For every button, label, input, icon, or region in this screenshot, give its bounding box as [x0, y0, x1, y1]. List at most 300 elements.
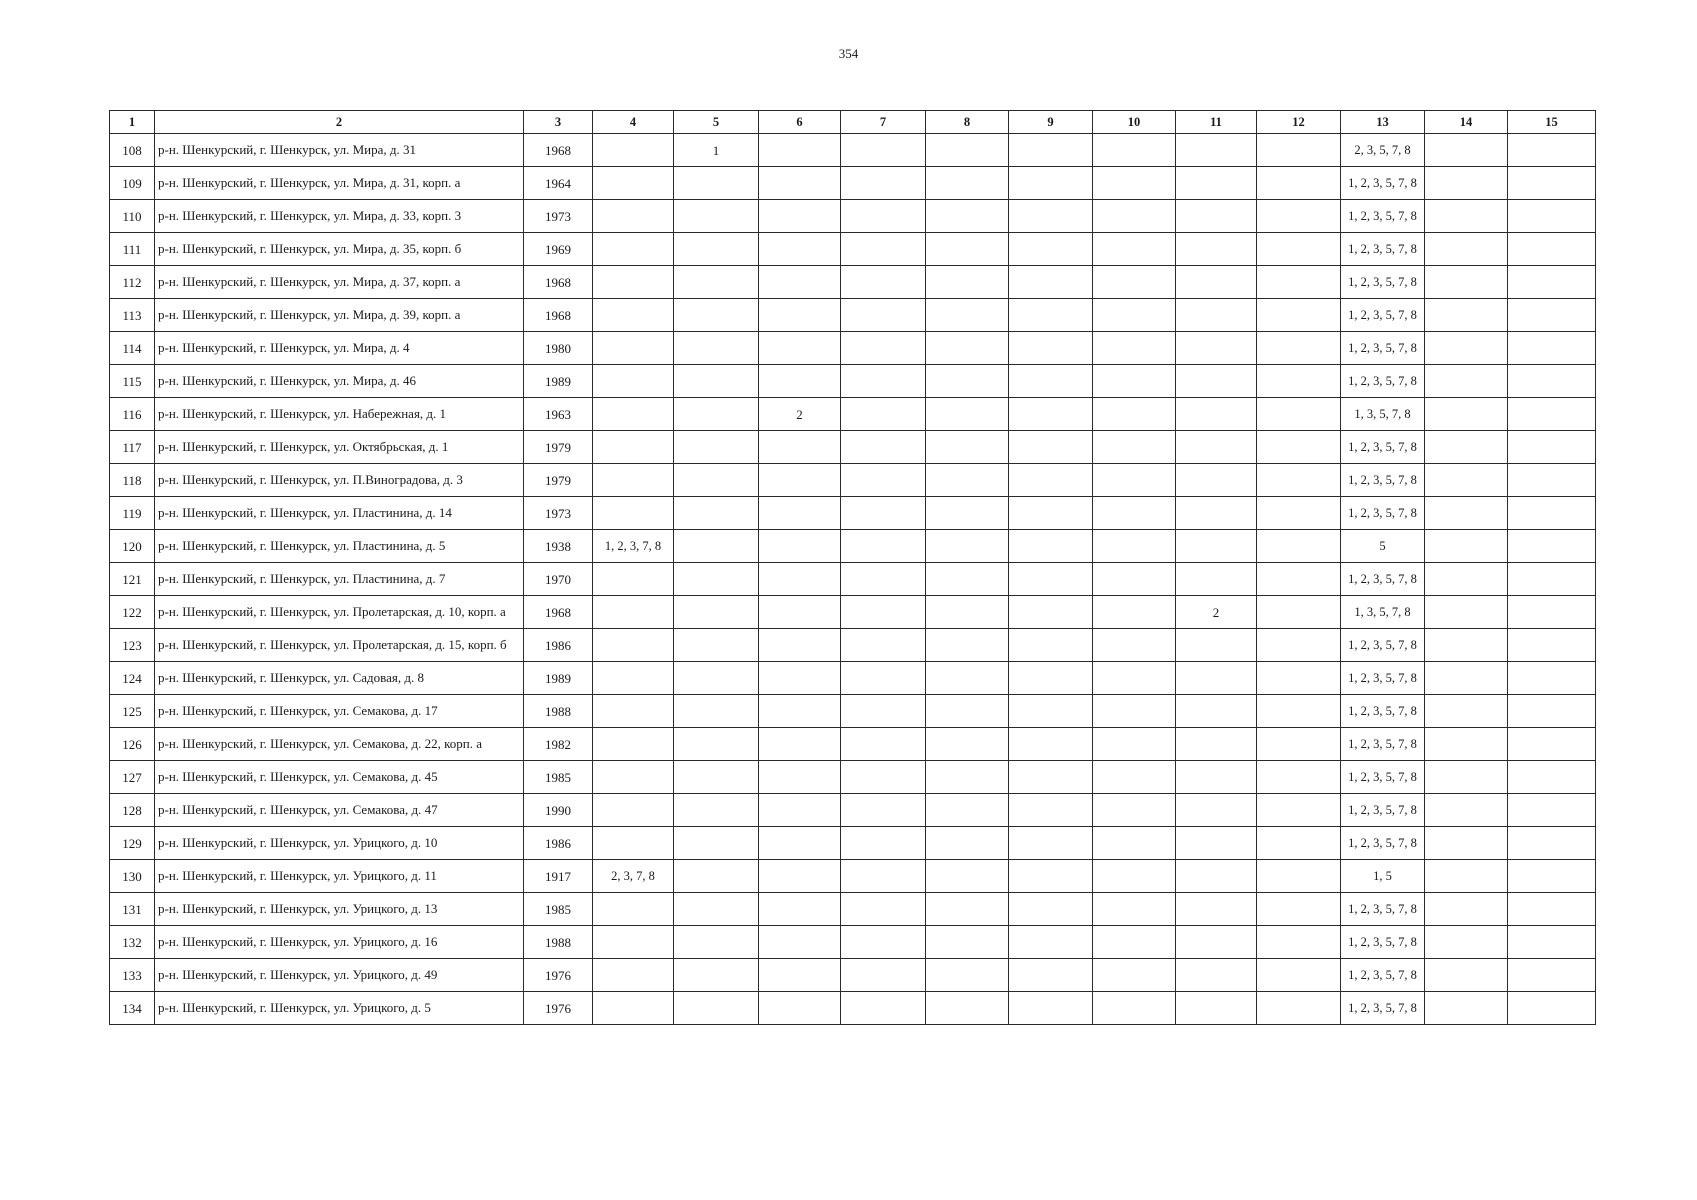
col-14-cell: [1425, 695, 1508, 728]
col-8-cell: [926, 893, 1009, 926]
year-cell: 1973: [524, 200, 593, 233]
col-7-cell: [841, 464, 926, 497]
column-header: 2: [155, 111, 524, 134]
col-5-cell: [674, 332, 759, 365]
col-12-cell: [1257, 761, 1341, 794]
col-5-cell: [674, 431, 759, 464]
col-4-cell: 2, 3, 7, 8: [593, 860, 674, 893]
year-cell: 1982: [524, 728, 593, 761]
table-row: [110, 893, 1596, 926]
col-6-cell: [759, 497, 841, 530]
col-11-cell: [1176, 431, 1257, 464]
col-4-cell: [593, 200, 674, 233]
col-4-cell: [593, 266, 674, 299]
codes-cell: 1, 2, 3, 5, 7, 8: [1341, 464, 1425, 497]
row-number-cell: 132: [110, 926, 155, 959]
codes-cell: 1, 2, 3, 5, 7, 8: [1341, 365, 1425, 398]
year-cell: 1986: [524, 629, 593, 662]
row-number-cell: 122: [110, 596, 155, 629]
col-4-cell: [593, 233, 674, 266]
table-row: [110, 332, 1596, 365]
col-15-cell: [1508, 530, 1596, 563]
col-7-cell: [841, 695, 926, 728]
col-12-cell: [1257, 134, 1341, 167]
col-15-cell: [1508, 827, 1596, 860]
col-5-cell: [674, 398, 759, 431]
col-5-cell: [674, 464, 759, 497]
col-11-cell: [1176, 728, 1257, 761]
address-cell: р-н. Шенкурский, г. Шенкурск, ул. Семакова, д. 45: [155, 761, 524, 794]
col-12-cell: [1257, 200, 1341, 233]
table-row: [110, 596, 1596, 629]
col-12-cell: [1257, 893, 1341, 926]
row-number-cell: 128: [110, 794, 155, 827]
col-9-cell: [1009, 134, 1093, 167]
col-11-cell: [1176, 332, 1257, 365]
col-8-cell: [926, 398, 1009, 431]
column-header: 12: [1257, 111, 1341, 134]
table-row: [110, 497, 1596, 530]
year-cell: 1968: [524, 596, 593, 629]
col-9-cell: [1009, 398, 1093, 431]
col-6-cell: [759, 200, 841, 233]
col-5-cell: [674, 299, 759, 332]
codes-cell: 1, 2, 3, 5, 7, 8: [1341, 893, 1425, 926]
table-row: [110, 959, 1596, 992]
col-8-cell: [926, 464, 1009, 497]
col-11-cell: [1176, 365, 1257, 398]
year-cell: 1968: [524, 134, 593, 167]
address-cell: р-н. Шенкурский, г. Шенкурск, ул. П.Виноградова, д. 3: [155, 464, 524, 497]
year-cell: 1968: [524, 299, 593, 332]
year-cell: 1976: [524, 992, 593, 1025]
col-4-cell: [593, 662, 674, 695]
col-7-cell: [841, 431, 926, 464]
col-8-cell: [926, 926, 1009, 959]
col-6-cell: [759, 959, 841, 992]
table-row: [110, 662, 1596, 695]
col-5-cell: [674, 596, 759, 629]
address-cell: р-н. Шенкурский, г. Шенкурск, ул. Пролетарская, д. 15, корп. б: [155, 629, 524, 662]
col-9-cell: [1009, 596, 1093, 629]
col-8-cell: [926, 959, 1009, 992]
address-cell: р-н. Шенкурский, г. Шенкурск, ул. Семакова, д. 17: [155, 695, 524, 728]
column-header: 7: [841, 111, 926, 134]
col-12-cell: [1257, 959, 1341, 992]
col-14-cell: [1425, 728, 1508, 761]
col-8-cell: [926, 563, 1009, 596]
address-cell: р-н. Шенкурский, г. Шенкурск, ул. Мира, д. 35, корп. б: [155, 233, 524, 266]
col-12-cell: [1257, 398, 1341, 431]
codes-cell: 2, 3, 5, 7, 8: [1341, 134, 1425, 167]
address-cell: р-н. Шенкурский, г. Шенкурск, ул. Мира, д. 39, корп. а: [155, 299, 524, 332]
address-cell: р-н. Шенкурский, г. Шенкурск, ул. Октябрьская, д. 1: [155, 431, 524, 464]
col-6-cell: [759, 464, 841, 497]
col-9-cell: [1009, 299, 1093, 332]
year-cell: 1970: [524, 563, 593, 596]
codes-cell: 1, 2, 3, 5, 7, 8: [1341, 332, 1425, 365]
row-number-cell: 116: [110, 398, 155, 431]
table-row: [110, 926, 1596, 959]
address-cell: р-н. Шенкурский, г. Шенкурск, ул. Урицкого, д. 11: [155, 860, 524, 893]
year-cell: 1976: [524, 959, 593, 992]
col-4-cell: [593, 827, 674, 860]
col-7-cell: [841, 926, 926, 959]
col-8-cell: [926, 761, 1009, 794]
col-6-cell: [759, 563, 841, 596]
row-number-cell: 123: [110, 629, 155, 662]
col-6-cell: [759, 596, 841, 629]
row-number-cell: 120: [110, 530, 155, 563]
col-15-cell: [1508, 299, 1596, 332]
col-10-cell: [1093, 365, 1176, 398]
column-header: 13: [1341, 111, 1425, 134]
row-number-cell: 125: [110, 695, 155, 728]
col-4-cell: 1, 2, 3, 7, 8: [593, 530, 674, 563]
address-cell: р-н. Шенкурский, г. Шенкурск, ул. Мира, д. 31, корп. а: [155, 167, 524, 200]
col-10-cell: [1093, 563, 1176, 596]
column-header: 6: [759, 111, 841, 134]
col-12-cell: [1257, 167, 1341, 200]
col-15-cell: [1508, 167, 1596, 200]
col-8-cell: [926, 134, 1009, 167]
row-number-cell: 108: [110, 134, 155, 167]
year-cell: 1964: [524, 167, 593, 200]
col-5-cell: [674, 728, 759, 761]
col-5-cell: [674, 761, 759, 794]
address-cell: р-н. Шенкурский, г. Шенкурск, ул. Набережная, д. 1: [155, 398, 524, 431]
address-cell: р-н. Шенкурский, г. Шенкурск, ул. Мира, д. 4: [155, 332, 524, 365]
col-12-cell: [1257, 728, 1341, 761]
col-9-cell: [1009, 728, 1093, 761]
codes-cell: 1, 5: [1341, 860, 1425, 893]
col-8-cell: [926, 431, 1009, 464]
col-8-cell: [926, 497, 1009, 530]
col-4-cell: [593, 134, 674, 167]
col-10-cell: [1093, 695, 1176, 728]
col-10-cell: [1093, 134, 1176, 167]
col-4-cell: [593, 299, 674, 332]
col-15-cell: [1508, 431, 1596, 464]
codes-cell: 1, 2, 3, 5, 7, 8: [1341, 200, 1425, 233]
address-cell: р-н. Шенкурский, г. Шенкурск, ул. Пластинина, д. 14: [155, 497, 524, 530]
table-row: [110, 134, 1596, 167]
col-10-cell: [1093, 761, 1176, 794]
col-9-cell: [1009, 332, 1093, 365]
year-cell: 1986: [524, 827, 593, 860]
col-8-cell: [926, 860, 1009, 893]
year-cell: 1917: [524, 860, 593, 893]
table-row: [110, 728, 1596, 761]
col-7-cell: [841, 266, 926, 299]
codes-cell: 1, 2, 3, 5, 7, 8: [1341, 167, 1425, 200]
col-6-cell: [759, 860, 841, 893]
col-6-cell: [759, 134, 841, 167]
col-4-cell: [593, 761, 674, 794]
column-header: 9: [1009, 111, 1093, 134]
col-15-cell: [1508, 695, 1596, 728]
col-4-cell: [593, 497, 674, 530]
col-6-cell: [759, 926, 841, 959]
col-5-cell: [674, 629, 759, 662]
col-10-cell: [1093, 992, 1176, 1025]
col-4-cell: [593, 926, 674, 959]
col-11-cell: [1176, 893, 1257, 926]
col-12-cell: [1257, 365, 1341, 398]
col-6-cell: [759, 893, 841, 926]
col-9-cell: [1009, 761, 1093, 794]
col-11-cell: [1176, 629, 1257, 662]
col-6-cell: [759, 266, 841, 299]
year-cell: 1980: [524, 332, 593, 365]
col-8-cell: [926, 167, 1009, 200]
col-14-cell: [1425, 761, 1508, 794]
col-14-cell: [1425, 794, 1508, 827]
col-11-cell: [1176, 497, 1257, 530]
row-number-cell: 129: [110, 827, 155, 860]
col-10-cell: [1093, 398, 1176, 431]
col-7-cell: [841, 728, 926, 761]
year-cell: 1988: [524, 926, 593, 959]
col-4-cell: [593, 695, 674, 728]
col-10-cell: [1093, 167, 1176, 200]
codes-cell: 1, 2, 3, 5, 7, 8: [1341, 992, 1425, 1025]
column-header: 5: [674, 111, 759, 134]
row-number-cell: 119: [110, 497, 155, 530]
col-4-cell: [593, 563, 674, 596]
col-6-cell: [759, 233, 841, 266]
col-10-cell: [1093, 530, 1176, 563]
year-cell: 1963: [524, 398, 593, 431]
col-7-cell: [841, 761, 926, 794]
col-5-cell: [674, 959, 759, 992]
col-14-cell: [1425, 332, 1508, 365]
col-4-cell: [593, 365, 674, 398]
codes-cell: 1, 2, 3, 5, 7, 8: [1341, 662, 1425, 695]
col-6-cell: [759, 662, 841, 695]
table-body: [110, 134, 1596, 1025]
col-11-cell: [1176, 860, 1257, 893]
codes-cell: 1, 2, 3, 5, 7, 8: [1341, 794, 1425, 827]
col-9-cell: [1009, 695, 1093, 728]
col-10-cell: [1093, 629, 1176, 662]
col-4-cell: [593, 167, 674, 200]
col-11-cell: [1176, 761, 1257, 794]
col-5-cell: [674, 200, 759, 233]
col-12-cell: [1257, 431, 1341, 464]
col-11-cell: [1176, 134, 1257, 167]
table-row: [110, 233, 1596, 266]
col-10-cell: [1093, 200, 1176, 233]
col-15-cell: [1508, 563, 1596, 596]
col-15-cell: [1508, 629, 1596, 662]
col-11-cell: [1176, 695, 1257, 728]
row-number-cell: 121: [110, 563, 155, 596]
col-12-cell: [1257, 299, 1341, 332]
col-14-cell: [1425, 365, 1508, 398]
col-6-cell: [759, 365, 841, 398]
col-15-cell: [1508, 662, 1596, 695]
col-10-cell: [1093, 794, 1176, 827]
codes-cell: 1, 2, 3, 5, 7, 8: [1341, 959, 1425, 992]
col-7-cell: [841, 167, 926, 200]
col-14-cell: [1425, 992, 1508, 1025]
col-7-cell: [841, 134, 926, 167]
table-row: [110, 266, 1596, 299]
column-header: 15: [1508, 111, 1596, 134]
col-7-cell: [841, 893, 926, 926]
column-header: 4: [593, 111, 674, 134]
row-number-cell: 130: [110, 860, 155, 893]
col-15-cell: [1508, 596, 1596, 629]
col-7-cell: [841, 860, 926, 893]
row-number-cell: 126: [110, 728, 155, 761]
col-4-cell: [593, 794, 674, 827]
col-15-cell: [1508, 728, 1596, 761]
row-number-cell: 112: [110, 266, 155, 299]
col-5-cell: [674, 695, 759, 728]
col-9-cell: [1009, 497, 1093, 530]
col-10-cell: [1093, 959, 1176, 992]
col-7-cell: [841, 365, 926, 398]
col-14-cell: [1425, 200, 1508, 233]
col-4-cell: [593, 431, 674, 464]
col-5-cell: [674, 365, 759, 398]
col-9-cell: [1009, 167, 1093, 200]
col-15-cell: [1508, 266, 1596, 299]
col-7-cell: [841, 596, 926, 629]
col-5-cell: [674, 860, 759, 893]
col-14-cell: [1425, 167, 1508, 200]
column-header: 3: [524, 111, 593, 134]
col-9-cell: [1009, 893, 1093, 926]
col-14-cell: [1425, 629, 1508, 662]
col-15-cell: [1508, 200, 1596, 233]
col-15-cell: [1508, 497, 1596, 530]
page-number: 354: [838, 46, 859, 61]
col-8-cell: [926, 827, 1009, 860]
col-11-cell: 2: [1176, 596, 1257, 629]
col-15-cell: [1508, 761, 1596, 794]
col-14-cell: [1425, 398, 1508, 431]
col-10-cell: [1093, 299, 1176, 332]
row-number-cell: 111: [110, 233, 155, 266]
row-number-cell: 110: [110, 200, 155, 233]
col-7-cell: [841, 332, 926, 365]
col-4-cell: [593, 596, 674, 629]
table-row: [110, 761, 1596, 794]
col-11-cell: [1176, 233, 1257, 266]
address-cell: р-н. Шенкурский, г. Шенкурск, ул. Мира, д. 33, корп. 3: [155, 200, 524, 233]
col-14-cell: [1425, 959, 1508, 992]
table-row: [110, 464, 1596, 497]
col-7-cell: [841, 992, 926, 1025]
col-9-cell: [1009, 926, 1093, 959]
col-7-cell: [841, 563, 926, 596]
table-row: [110, 299, 1596, 332]
col-6-cell: [759, 728, 841, 761]
col-15-cell: [1508, 233, 1596, 266]
table-row: [110, 200, 1596, 233]
col-9-cell: [1009, 266, 1093, 299]
col-7-cell: [841, 662, 926, 695]
codes-cell: 1, 2, 3, 5, 7, 8: [1341, 695, 1425, 728]
codes-cell: 1, 2, 3, 5, 7, 8: [1341, 233, 1425, 266]
codes-cell: 1, 2, 3, 5, 7, 8: [1341, 431, 1425, 464]
col-5-cell: [674, 794, 759, 827]
col-12-cell: [1257, 794, 1341, 827]
address-cell: р-н. Шенкурский, г. Шенкурск, ул. Пластинина, д. 7: [155, 563, 524, 596]
col-12-cell: [1257, 596, 1341, 629]
col-6-cell: [759, 827, 841, 860]
col-8-cell: [926, 266, 1009, 299]
col-14-cell: [1425, 530, 1508, 563]
table-row: [110, 794, 1596, 827]
year-cell: 1988: [524, 695, 593, 728]
col-14-cell: [1425, 233, 1508, 266]
codes-cell: 1, 2, 3, 5, 7, 8: [1341, 827, 1425, 860]
col-9-cell: [1009, 530, 1093, 563]
column-header: 11: [1176, 111, 1257, 134]
col-9-cell: [1009, 827, 1093, 860]
col-10-cell: [1093, 827, 1176, 860]
table-row: [110, 860, 1596, 893]
col-9-cell: [1009, 860, 1093, 893]
col-5-cell: [674, 926, 759, 959]
col-9-cell: [1009, 959, 1093, 992]
col-6-cell: [759, 299, 841, 332]
row-number-cell: 124: [110, 662, 155, 695]
col-12-cell: [1257, 464, 1341, 497]
col-9-cell: [1009, 662, 1093, 695]
col-15-cell: [1508, 860, 1596, 893]
col-14-cell: [1425, 893, 1508, 926]
col-8-cell: [926, 992, 1009, 1025]
table-row: [110, 398, 1596, 431]
col-5-cell: [674, 266, 759, 299]
col-14-cell: [1425, 134, 1508, 167]
row-number-cell: 134: [110, 992, 155, 1025]
col-10-cell: [1093, 497, 1176, 530]
year-cell: 1990: [524, 794, 593, 827]
col-9-cell: [1009, 794, 1093, 827]
table-row: [110, 365, 1596, 398]
row-number-cell: 114: [110, 332, 155, 365]
table-row: [110, 827, 1596, 860]
col-11-cell: [1176, 992, 1257, 1025]
col-5-cell: [674, 563, 759, 596]
col-15-cell: [1508, 365, 1596, 398]
housing-register-table: [109, 110, 1596, 1025]
col-8-cell: [926, 332, 1009, 365]
column-number-row: [110, 111, 1596, 134]
col-7-cell: [841, 629, 926, 662]
col-10-cell: [1093, 464, 1176, 497]
row-number-cell: 131: [110, 893, 155, 926]
col-14-cell: [1425, 596, 1508, 629]
col-8-cell: [926, 728, 1009, 761]
col-12-cell: [1257, 860, 1341, 893]
col-5-cell: [674, 827, 759, 860]
col-12-cell: [1257, 266, 1341, 299]
address-cell: р-н. Шенкурский, г. Шенкурск, ул. Мира, д. 37, корп. а: [155, 266, 524, 299]
col-5-cell: [674, 662, 759, 695]
col-6-cell: [759, 794, 841, 827]
row-number-cell: 113: [110, 299, 155, 332]
address-cell: р-н. Шенкурский, г. Шенкурск, ул. Урицкого, д. 10: [155, 827, 524, 860]
col-11-cell: [1176, 662, 1257, 695]
col-4-cell: [593, 992, 674, 1025]
